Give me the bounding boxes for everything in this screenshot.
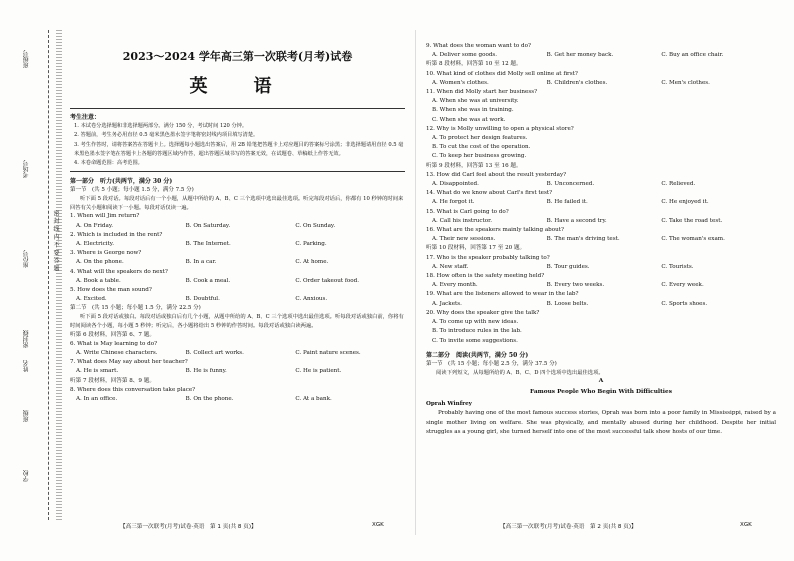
option[interactable]: A. To come up with new ideas. xyxy=(432,319,519,326)
question: 12. Why is Molly unwilling to open a physical store? xyxy=(426,125,574,132)
option[interactable]: C. Relieved. xyxy=(661,181,696,188)
option[interactable]: C. At a bank. xyxy=(295,396,332,403)
notice-item: 2. 答题前，考生务必用直径 0.5 毫米黑色墨水签字笔将密封线内项目填写清楚。 xyxy=(74,132,259,139)
option[interactable]: A. Book a table. xyxy=(76,277,121,284)
question: 16. What are the speakers mainly talking about? xyxy=(426,227,564,234)
binding-strip xyxy=(18,30,62,520)
option[interactable]: A. Women's clothes. xyxy=(432,79,489,86)
question: 10. What kind of clothes did Molly sell online at first? xyxy=(426,70,578,77)
notice-item: 1. 本试卷分选择题和非选择题两部分。满分 150 分，考试时间 120 分钟。 xyxy=(74,123,248,130)
option[interactable]: C. Paint nature scenes. xyxy=(295,350,361,357)
option[interactable]: A. When she was at university. xyxy=(432,98,519,105)
page-2-footer: 【高三第一次联考(月考)试卷·英语 第 2 页(共 8 页)】 xyxy=(500,524,637,530)
option[interactable]: C. Anxious. xyxy=(295,296,328,303)
question: 5. How does the man sound? xyxy=(70,287,152,294)
page-1-code: XGK xyxy=(372,522,384,528)
options xyxy=(70,367,405,376)
subject-title: 英 语 xyxy=(189,76,286,97)
column-divider xyxy=(415,30,416,535)
options xyxy=(70,277,405,286)
question: 6. What is May learning to do? xyxy=(70,340,158,347)
option[interactable]: A. Deliver some goods. xyxy=(432,52,498,59)
option[interactable]: A. To protect her design features. xyxy=(432,135,528,142)
option[interactable]: C. To invite some suggestions. xyxy=(432,337,518,344)
options xyxy=(70,258,405,267)
options xyxy=(426,79,776,88)
option[interactable]: B. The Internet. xyxy=(185,241,231,248)
option[interactable]: B. Tour guides. xyxy=(546,263,590,270)
binding-label-name: 姓名 xyxy=(23,360,30,372)
question-list xyxy=(70,212,405,304)
option[interactable]: B. He failed it. xyxy=(546,199,588,206)
option[interactable]: C. Tourists. xyxy=(661,263,694,270)
options xyxy=(426,180,776,189)
option[interactable]: A. He is smart. xyxy=(76,368,119,375)
option[interactable]: C. When she was at work. xyxy=(432,116,506,123)
options xyxy=(426,217,776,226)
option[interactable]: A. On Friday. xyxy=(76,222,114,229)
option[interactable]: A. In an office. xyxy=(76,396,118,403)
option[interactable]: A. Call his instructor. xyxy=(432,217,492,224)
option[interactable]: B. Collect art works. xyxy=(185,350,244,357)
seal-line xyxy=(48,30,49,520)
option[interactable]: A. Their new sessions. xyxy=(432,236,496,243)
timing-marks xyxy=(56,30,62,520)
option[interactable]: B. On the phone. xyxy=(185,396,234,403)
option[interactable]: B. To cut the cost of the operation. xyxy=(432,144,531,151)
option[interactable]: C. He enjoyed it. xyxy=(661,199,709,206)
option[interactable]: C. Take the road test. xyxy=(661,217,723,224)
part-2-heading: 第二部分 阅读(共两节，满分 50 分) xyxy=(426,351,529,359)
option[interactable]: C. Men's clothes. xyxy=(661,79,710,86)
question: 4. What will the speakers do next? xyxy=(70,268,168,275)
question: 2. Which is included in the rent? xyxy=(70,231,163,238)
options xyxy=(70,295,405,304)
option[interactable]: B. Have a second try. xyxy=(546,217,607,224)
option[interactable]: A. Every month. xyxy=(432,282,478,289)
binding-label-exam-room: 考场号 xyxy=(23,160,30,178)
material-note: 听第 8 段材料，回答第 10 至 12 题。 xyxy=(426,61,522,68)
material-note: 听第 9 段材料，回答第 13 至 16 题。 xyxy=(426,162,522,169)
passage-letter: A xyxy=(598,378,604,385)
option[interactable]: C. The woman's exam. xyxy=(661,236,725,243)
question: 8. Where does this conversation take place? xyxy=(70,386,196,393)
section-2-heading: 第二节 (共 15 小题；每小题 1.5 分，满分 22.5 分) xyxy=(70,305,201,312)
notice-item: 4. 本卷命题范围：高考范围。 xyxy=(74,160,143,167)
options xyxy=(426,198,776,207)
page-2-code: XGK xyxy=(740,522,752,528)
seal-warning: 密 封 线 内 不 要 答 题 xyxy=(52,210,59,272)
question: 19. What are the listeners allowed to wear in the lab? xyxy=(426,291,579,298)
option[interactable]: C. At home. xyxy=(295,259,329,266)
question: 3. Where is George now? xyxy=(70,250,142,257)
passage-subheading: Oprah Winfrey xyxy=(426,401,472,408)
option[interactable]: B. Get her money back. xyxy=(546,52,614,59)
question: 13. How did Carl feel about the result yesterday? xyxy=(426,171,567,178)
material-note: 听第 10 段材料，回答第 17 至 20 题。 xyxy=(426,245,526,252)
option[interactable]: C. He is patient. xyxy=(295,368,342,375)
options xyxy=(426,263,776,272)
options xyxy=(426,300,776,309)
option[interactable]: B. When she was in training. xyxy=(432,107,514,114)
question: 11. When did Molly start her business? xyxy=(426,89,538,96)
option[interactable]: B. On Saturday. xyxy=(185,222,231,229)
option[interactable]: C. Sports shoes. xyxy=(661,300,708,307)
material-note: 听第 6 段材料，回答第 6、7 题。 xyxy=(70,331,155,338)
question: 1. When will Jim return? xyxy=(70,213,140,220)
option[interactable]: A. New staff. xyxy=(432,263,469,270)
options xyxy=(70,349,405,358)
passage-title: Famous People Who Begin With Difficulties xyxy=(530,389,672,396)
option[interactable]: B. Doubtful. xyxy=(185,296,220,303)
options xyxy=(426,235,776,244)
section-1-heading: 第一节 (共 5 小题；每小题 1.5 分，满分 7.5 分) xyxy=(70,187,194,194)
binding-label-class-no: 班级号 xyxy=(23,50,30,68)
question: 14. What do we know about Carl's first test? xyxy=(426,190,553,197)
page-1-footer: 【高三第一次联考(月考)试卷·英语 第 1 页(共 8 页)】 xyxy=(120,524,257,530)
option[interactable]: A. Excited. xyxy=(76,296,107,303)
option[interactable]: A. Jackets. xyxy=(432,300,462,307)
option[interactable]: A. Disappointed. xyxy=(432,181,479,188)
question: 7. What does May say about her teacher? xyxy=(70,359,188,366)
question: 17. Who is the speaker probably talking to? xyxy=(426,254,550,261)
notice-item: 3. 考生作答时，请将答案答在答题卡上。选择题每小题选出答案后，用 2B 铅笔把答题卡上对应题目的答案标号涂黑；非选择题请用直径 0.5 毫米黑色墨水签字笔在答题卡上各题的答题区域内作答，超出答题区域书写的答案无效，在试题卷、草稿纸上作答无效。 xyxy=(74,141,404,157)
option[interactable]: A. Write Chinese characters. xyxy=(76,350,158,357)
notice-heading: 考生注意： xyxy=(70,114,101,121)
option[interactable]: B. Unconcerned. xyxy=(546,181,595,188)
question: 9. What does the woman want to do? xyxy=(426,43,531,49)
options xyxy=(70,222,405,231)
option[interactable]: B. To introduce rules in the lab. xyxy=(432,328,522,335)
option[interactable]: B. In a car. xyxy=(185,259,217,266)
passage-text: Probably having one of the most famous success stories, Oprah was born into a poor family in Mississippi, raised by a single mother living on welfare. She was physically, and mentally abused during her childhood. Despite her initial struggles as a young girl, she turned herself into one of the most successful talk show hosts of our time. xyxy=(426,410,776,436)
option[interactable]: B. He is funny. xyxy=(185,368,227,375)
option[interactable]: C. Buy an office chair. xyxy=(661,52,724,59)
option[interactable]: C. Every week. xyxy=(661,282,704,289)
section-2-instructions: 听下面 5 段对话或独白。每段对话或独白后有几个小题，从题中所给的 A、B、C 三个选项中选出最佳选项。听每段对话或独白前，你将有时间阅读各个小题，每小题 5 秒钟；听完后，各小题将给出 5 秒钟的作答时间。每段对话或独白读两遍。 xyxy=(70,314,404,330)
binding-label-school: 学校 xyxy=(23,470,30,482)
option[interactable]: A. He forgot it. xyxy=(432,199,475,206)
options xyxy=(70,395,405,404)
exam-title: 2023～2024 学年高三第一次联考(月考)试卷 xyxy=(122,50,353,63)
option[interactable]: C. Parking. xyxy=(295,241,327,248)
question: 18. How often is the safety meeting held? xyxy=(426,273,545,280)
page-1 xyxy=(70,42,405,404)
option[interactable]: B. Every two weeks. xyxy=(546,282,605,289)
option[interactable]: A. On the phone. xyxy=(76,259,124,266)
part-1-heading: 第一部分 听力(共两节，满分 30 分) xyxy=(70,178,173,186)
binding-label-seal: 密封线 xyxy=(23,330,30,348)
options xyxy=(70,240,405,249)
option[interactable]: A. Electricity. xyxy=(76,241,114,248)
reading-instructions: 阅读下列短文，从每题所给的 A、B、C、D 四个选项中选出最佳选项。 xyxy=(436,369,604,376)
candidate-notice xyxy=(70,108,405,172)
binding-label-class: 班级 xyxy=(23,410,30,422)
question: 15. What is Carl going to do? xyxy=(426,208,509,215)
material-note: 听第 7 段材料，回答第 8、9 题。 xyxy=(70,377,155,384)
option[interactable]: C. Order takeout food. xyxy=(295,277,360,284)
binding-label-seat-no: 座位号 xyxy=(23,250,30,268)
option[interactable]: C. On Sunday. xyxy=(295,222,336,229)
option[interactable]: B. Loose belts. xyxy=(546,300,589,307)
reading-section-heading: 第一节 (共 15 小题；每小题 2.5 分，满分 37.5 分) xyxy=(426,360,557,367)
page-2 xyxy=(426,42,776,438)
question: 20. Why does the speaker give the talk? xyxy=(426,309,540,316)
options xyxy=(426,51,776,60)
section-1-instructions: 听下面 5 段对话。每段对话后有一个小题，从题中所给的 A、B、C 三个选项中选出最佳选项。听完每段对话后，你都有 10 秒钟的时间来回答有关小题和阅读下一小题。每段对话仅读一遍。 xyxy=(70,196,404,211)
option[interactable]: C. To keep her business growing. xyxy=(432,153,527,160)
option[interactable]: B. The man's driving test. xyxy=(546,236,620,243)
option[interactable]: B. Cook a meal. xyxy=(185,277,231,284)
option[interactable]: B. Children's clothes. xyxy=(546,79,608,86)
options xyxy=(426,281,776,290)
